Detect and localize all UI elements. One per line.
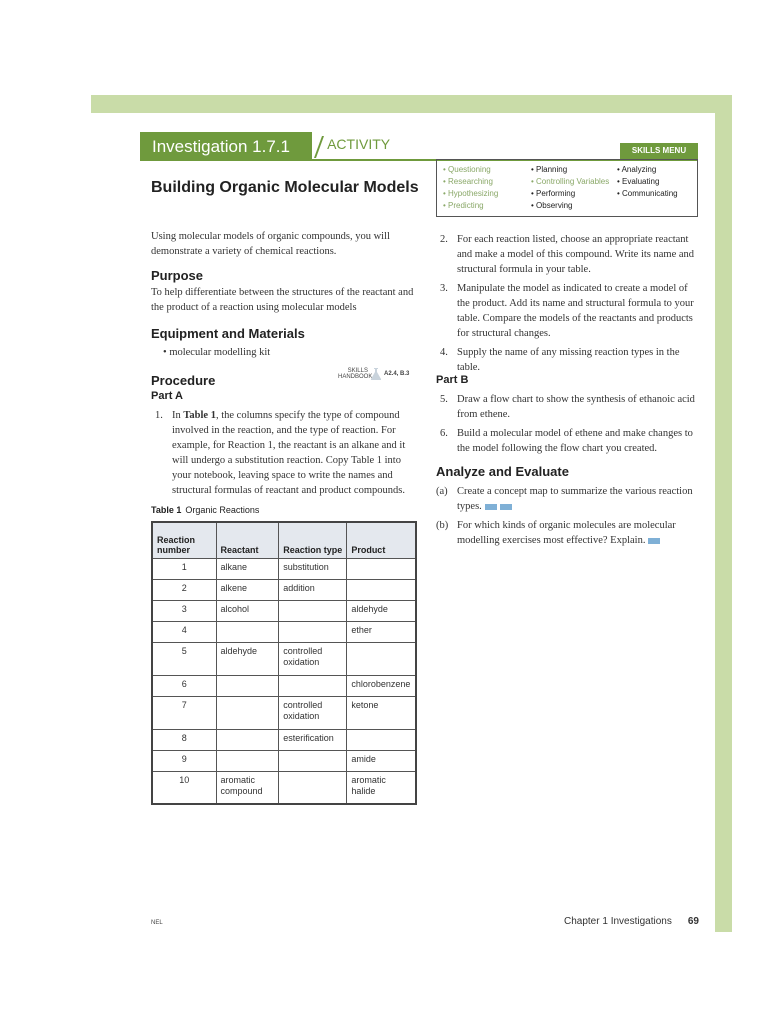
procedure-heading: Procedure: [151, 373, 216, 388]
table-cell: controlled oxidation: [279, 696, 347, 729]
col-header: Reaction number: [152, 522, 216, 558]
skill-item: • Hypothesizing: [443, 189, 499, 198]
table-cell: [216, 675, 279, 696]
table-cell: aromatic halide: [347, 771, 416, 804]
table-cell: [279, 750, 347, 771]
table-cell: alkene: [216, 579, 279, 600]
part-a-heading: Part A: [151, 390, 183, 402]
table-cell: esterification: [279, 729, 347, 750]
analyze-heading: Analyze and Evaluate: [436, 464, 569, 479]
page-number: 69: [687, 916, 699, 927]
investigation-label: Investigation 1.7.1: [140, 132, 312, 160]
skills-col-1: [443, 165, 498, 213]
table-cell: 6: [152, 675, 216, 696]
activity-label: ACTIVITY: [314, 136, 402, 158]
skill-item: • Evaluating: [617, 177, 660, 186]
skills-menu: [436, 159, 698, 217]
table-cell: [216, 621, 279, 642]
analyze-item: (a) Create a concept map to summarize the various reaction types.: [436, 486, 693, 512]
procedure-steps-a-cont: [436, 232, 698, 379]
skill-item: • Predicting: [443, 201, 484, 210]
procedure-step: 4. Supply the name of any missing reaction types in the table.: [440, 347, 680, 373]
col-header: Reactant: [216, 522, 279, 558]
table-cell: 5: [152, 642, 216, 675]
table-cell: aldehyde: [347, 600, 416, 621]
procedure-steps-a: [151, 408, 419, 502]
handbook-label: SKILLS HANDBOOK: [338, 368, 373, 380]
equipment-heading: Equipment and Materials: [151, 326, 305, 341]
table-cell: aldehyde: [216, 642, 279, 675]
table-row: [152, 600, 416, 621]
skill-item: • Observing: [531, 201, 573, 210]
table-cell: ether: [347, 621, 416, 642]
analyze-items: [436, 484, 698, 552]
table-row: [152, 771, 416, 804]
table-row: [152, 696, 416, 729]
skill-item: • Researching: [443, 177, 493, 186]
flask-icon: [371, 368, 381, 380]
table-cell: [216, 750, 279, 771]
table-cell: amide: [347, 750, 416, 771]
table-cell: [216, 729, 279, 750]
table-header-row: [152, 522, 416, 558]
handbook-ref: A2.4, B.3: [384, 371, 410, 377]
table-cell: [347, 642, 416, 675]
table-cell: 9: [152, 750, 216, 771]
intro-text: Using molecular models of organic compounds, you will demonstrate a variety of chemical reactions.: [151, 231, 390, 257]
table-cell: 2: [152, 579, 216, 600]
table-row: [152, 675, 416, 696]
table-cell: [347, 729, 416, 750]
table-cell: alkane: [216, 558, 279, 579]
table-row: [152, 750, 416, 771]
table-cell: 7: [152, 696, 216, 729]
skills-handbook-ref: [338, 368, 409, 380]
purpose-text: To help differentiate between the structures of the reactant and the product of a reaction using molecular models: [151, 287, 414, 313]
page-top-band: [91, 95, 732, 113]
table-cell: 3: [152, 600, 216, 621]
analyze-item: (b) For which kinds of organic molecules are molecular modelling exercises most effective? Explain.: [436, 520, 676, 546]
skill-item: • Controlling Variables: [531, 177, 610, 186]
table-row: [152, 729, 416, 750]
table-row: [152, 642, 416, 675]
part-b-heading: Part B: [436, 374, 469, 386]
table-row: [152, 558, 416, 579]
skill-item: • Analyzing: [617, 165, 657, 174]
skill-item: • Performing: [531, 189, 576, 198]
table-cell: addition: [279, 579, 347, 600]
skill-item: • Planning: [531, 165, 568, 174]
table-cell: [279, 600, 347, 621]
table-cell: aromatic compound: [216, 771, 279, 804]
table-cell: [216, 696, 279, 729]
procedure-step: 2. For each reaction listed, choose an appropriate reactant and make a model of this compound. Write its name and structural formula in your table.: [440, 234, 695, 275]
page-right-band: [715, 95, 732, 932]
web-link-icon: [648, 538, 660, 544]
table-cell: controlled oxidation: [279, 642, 347, 675]
footer-publisher: NEL: [151, 920, 163, 926]
table-cell: 8: [152, 729, 216, 750]
table-row: [152, 621, 416, 642]
col-header: Reaction type: [279, 522, 347, 558]
procedure-step: 5. Draw a flow chart to show the synthesis of ethanoic acid from ethene.: [440, 394, 695, 420]
procedure-step: 6. Build a molecular model of ethene and make changes to the model following the flow chart you created.: [440, 428, 693, 454]
procedure-step: 3. Manipulate the model as indicated to create a model of the product. Add its name and structural formula to your table. Compare the models of the reactants and products for structural changes.: [440, 283, 694, 339]
table-cell: 4: [152, 621, 216, 642]
table-cell: [347, 558, 416, 579]
page-title: Building Organic Molecular Models: [151, 179, 419, 196]
table-cell: chlorobenzene: [347, 675, 416, 696]
table-cell: substitution: [279, 558, 347, 579]
procedure-steps-b: [436, 392, 698, 460]
web-link-icon: [500, 504, 512, 510]
col-header: Product: [347, 522, 416, 558]
skill-item: • Communicating: [617, 189, 678, 198]
skills-col-2: [531, 165, 609, 213]
table-cell: alcohol: [216, 600, 279, 621]
table-cell: ketone: [347, 696, 416, 729]
table-cell: 1: [152, 558, 216, 579]
table-cell: [279, 771, 347, 804]
table-cell: [279, 621, 347, 642]
organic-reactions-table: [151, 521, 417, 805]
footer-chapter: Chapter 1 Investigations 69: [564, 916, 699, 927]
table-cell: [347, 579, 416, 600]
table-cell: [279, 675, 347, 696]
skills-col-3: [617, 165, 678, 201]
web-link-icon: [485, 504, 497, 510]
procedure-step: 1. In Table 1, the columns specify the type of compound involved in the reaction, and the type of reaction. For example, for Reaction 1, the reactant is an alkane and it will undergo a substitution reaction. Copy Table 1 into your notebook, leaving space to write the names and structural formulas of reactant and product compounds.: [155, 410, 406, 496]
table-caption: Table 1 Organic Reactions: [151, 505, 260, 515]
skill-item: • Questioning: [443, 165, 491, 174]
table-cell: 10: [152, 771, 216, 804]
skills-menu-title: SKILLS MENU: [620, 143, 698, 159]
purpose-heading: Purpose: [151, 268, 204, 283]
table-row: [152, 579, 416, 600]
equipment-item: • molecular modelling kit: [163, 347, 271, 358]
